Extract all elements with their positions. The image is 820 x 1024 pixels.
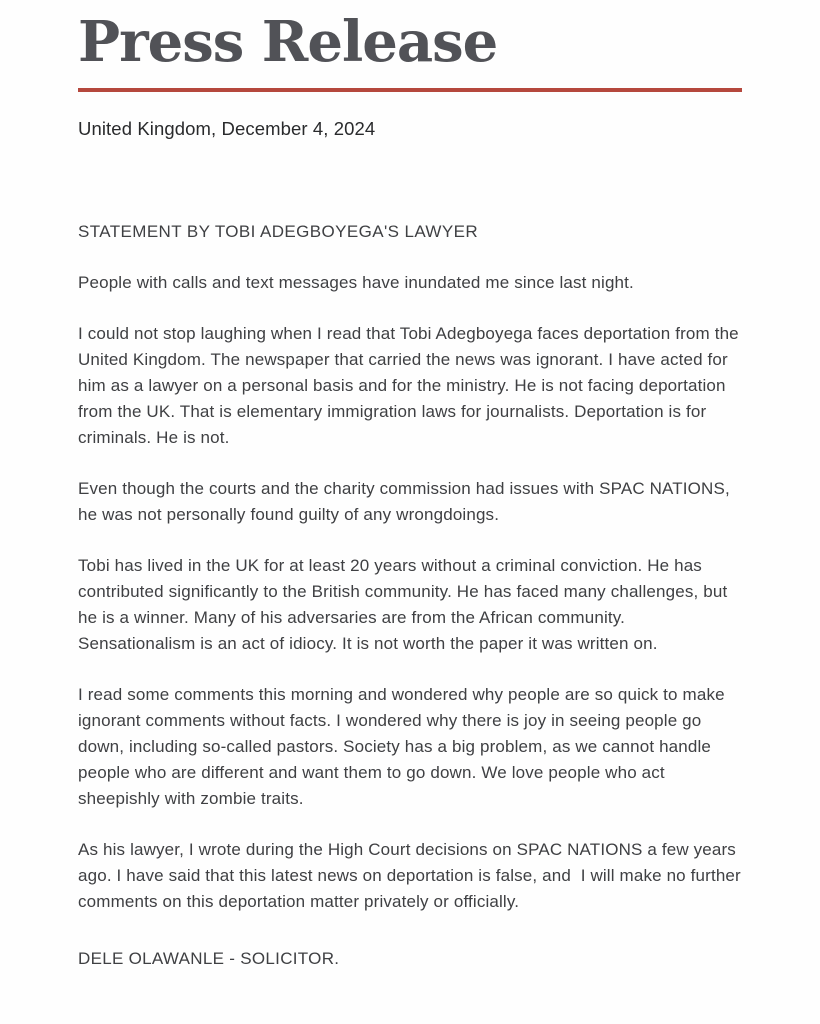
paragraph-comments: I read some comments this morning and wondered why people are so quick to make ignorant comments without facts. I wondered why there is joy in seeing people go down, including so-called pastors. Society has a big problem, as we cannot handle people who are different and want them to go down. We love people who act sheepishly with zombie traits.	[78, 685, 730, 808]
paragraph-high-court: As his lawyer, I wrote during the High Court decisions on SPAC NATIONS a few years ago. I have said that this latest news on deportation is false, and I will make no further comments on this deportation matter privately or officially.	[78, 840, 746, 911]
page-title: Press Release	[78, 9, 498, 75]
paragraph-charity-commission: Even though the courts and the charity commission had issues with SPAC NATIONS, he was not personally found guilty of any wrongdoings.	[78, 479, 735, 524]
paragraph-inundated: People with calls and text messages have inundated me since last night.	[78, 273, 634, 292]
paragraph-lived-in-uk: Tobi has lived in the UK for at least 20 years without a criminal conviction. He has contributed significantly to the British community. He has faced many challenges, but he is a winner. Many of his adversaries are from the African community. Sensationalism is an act of idiocy. It is not worth the paper it was written on.	[78, 556, 733, 653]
paragraph-laughing: I could not stop laughing when I read that Tobi Adegboyega faces deportation from the United Kingdom. The newspaper that carried the news was ignorant. I have acted for him as a lawyer on a personal basis and for the ministry. He is not facing deportation from the UK. That is elementary immigration laws for journalists. Deportation is for criminals. He is not.	[78, 324, 744, 447]
accent-rule-divider	[78, 88, 742, 92]
dateline: United Kingdom, December 4, 2024	[78, 118, 376, 139]
statement-body	[78, 270, 746, 915]
statement-heading: STATEMENT BY TOBI ADEGBOYEGA'S LAWYER	[78, 222, 479, 241]
signature-line: DELE OLAWANLE - SOLICITOR.	[78, 949, 340, 968]
